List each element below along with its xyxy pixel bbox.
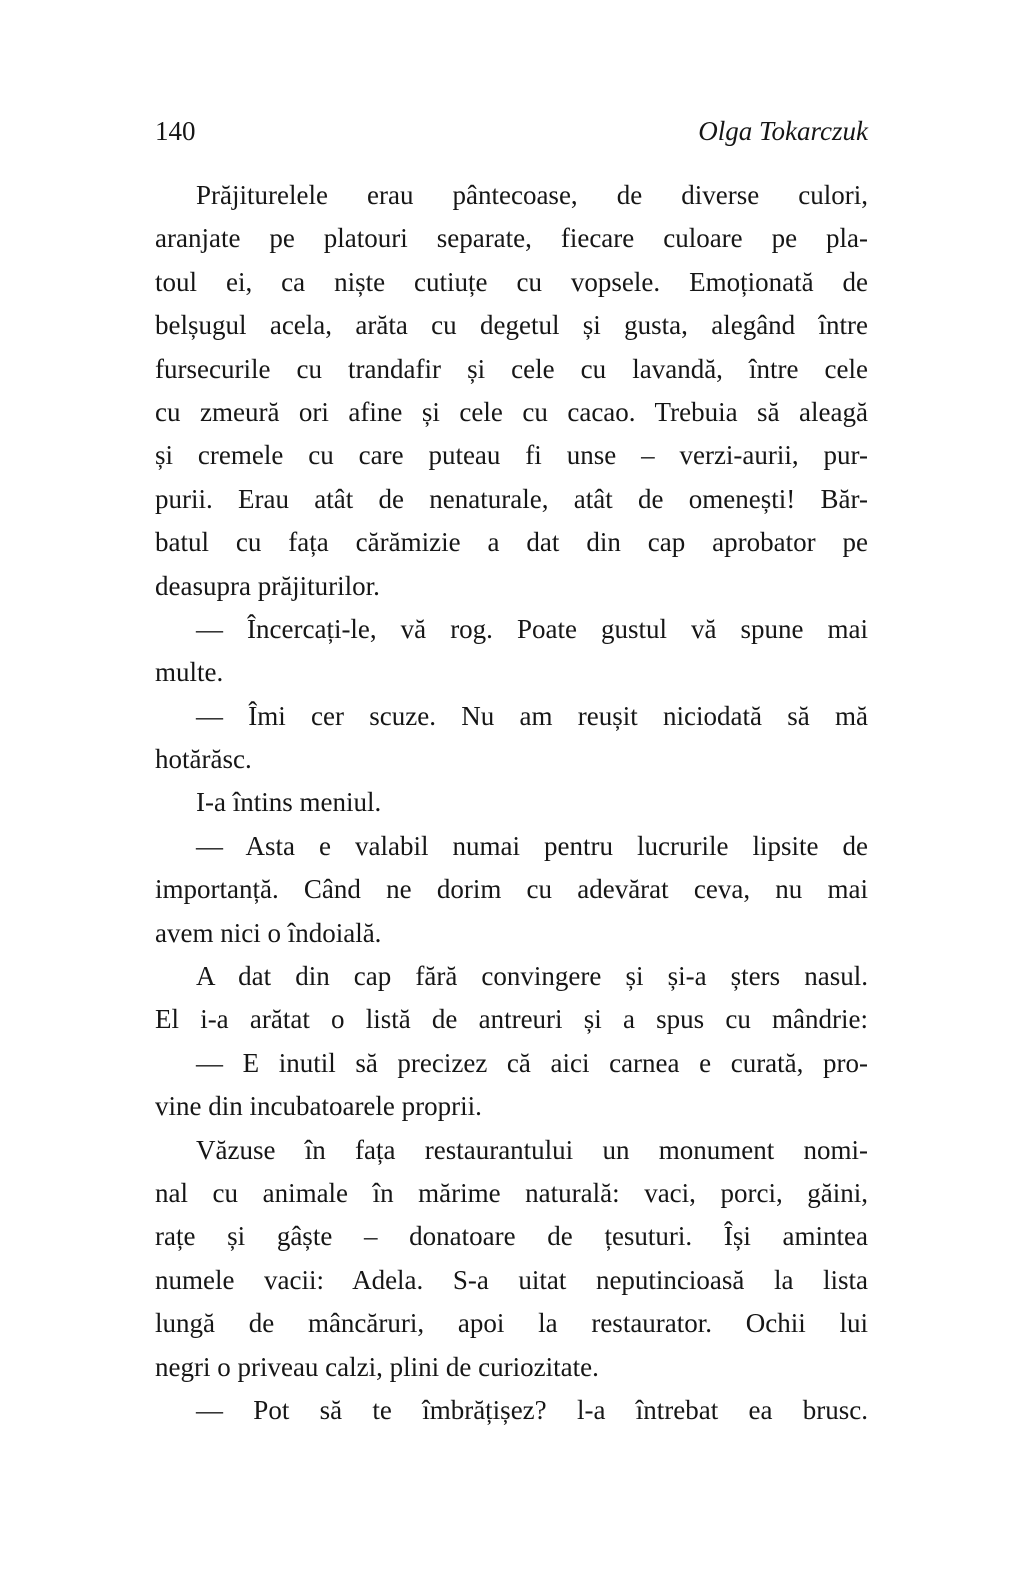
text-line: El i-a arătat o listă de antreuri și a spus cu mândrie: bbox=[155, 1004, 868, 1035]
text-line: Prăjiturelele erau pântecoase, de diverse culori, bbox=[196, 180, 868, 210]
text-line: numele vacii: Adela. S-a uitat neputincioasă la lista bbox=[155, 1264, 868, 1295]
text-line: avem nici o îndoială. bbox=[155, 917, 382, 948]
page-header bbox=[155, 116, 868, 146]
text-line: belșugul acela, arăta cu degetul și gusta, alegând între bbox=[155, 310, 868, 341]
text-line: importanță. Când ne dorim cu adevărat ceva, nu mai bbox=[155, 874, 868, 905]
page-body bbox=[155, 174, 868, 1432]
text-line: deasupra prăjiturilor. bbox=[155, 570, 380, 601]
text-line: batul cu fața cărămizie a dat din cap aprobator pe bbox=[155, 527, 868, 558]
text-line: — Încercați-le, vă rog. Poate gustul vă spune mai bbox=[196, 613, 868, 644]
text-line: multe. bbox=[155, 657, 224, 688]
text-line: lungă de mâncăruri, apoi la restaurator. Ochii lui bbox=[155, 1308, 868, 1339]
text-line: — Îmi cer scuze. Nu am reușit niciodată să mă bbox=[196, 700, 868, 731]
text-line: fursecurile cu trandafir și cele cu lavandă, între cele bbox=[155, 353, 868, 384]
text-line: — Asta e valabil numai pentru lucrurile lipsite de bbox=[196, 830, 868, 861]
text-line: Văzuse în fața restaurantului un monument nomi- bbox=[196, 1134, 868, 1165]
running-header-author: Olga Tokarczuk bbox=[698, 116, 868, 146]
text-line: A dat din cap fără convingere și și-a șters nasul. bbox=[196, 961, 868, 992]
text-line: și cremele cu care puteau fi unse – verzi-aurii, pur- bbox=[155, 440, 868, 471]
text-line: — Pot să te îmbrățișez? l-a întrebat ea brusc. bbox=[196, 1394, 868, 1425]
text-line: I-a întins meniul. bbox=[196, 787, 382, 818]
text-line: rațe și gâște – donatoare de țesuturi. Își amintea bbox=[155, 1221, 868, 1252]
text-line: negri o priveau calzi, plini de curiozitate. bbox=[155, 1351, 599, 1382]
text-line: hotărăsc. bbox=[155, 744, 252, 775]
text-line: toul ei, ca niște cutiuțe cu vopsele. Emoționată de bbox=[155, 266, 868, 297]
text-line: nal cu animale în mărime naturală: vaci, porci, găini, bbox=[155, 1177, 868, 1208]
text-line: aranjate pe platouri separate, fiecare culoare pe pla- bbox=[155, 223, 868, 254]
page-number: 140 bbox=[155, 116, 196, 146]
text-line: vine din incubatoarele proprii. bbox=[155, 1091, 482, 1122]
text-line: purii. Erau atât de nenaturale, atât de omenești! Băr- bbox=[155, 483, 868, 514]
text-line: — E inutil să precizez că aici carnea e curată, pro- bbox=[196, 1047, 868, 1078]
text-line: cu zmeură ori afine și cele cu cacao. Trebuia să aleagă bbox=[155, 396, 868, 427]
